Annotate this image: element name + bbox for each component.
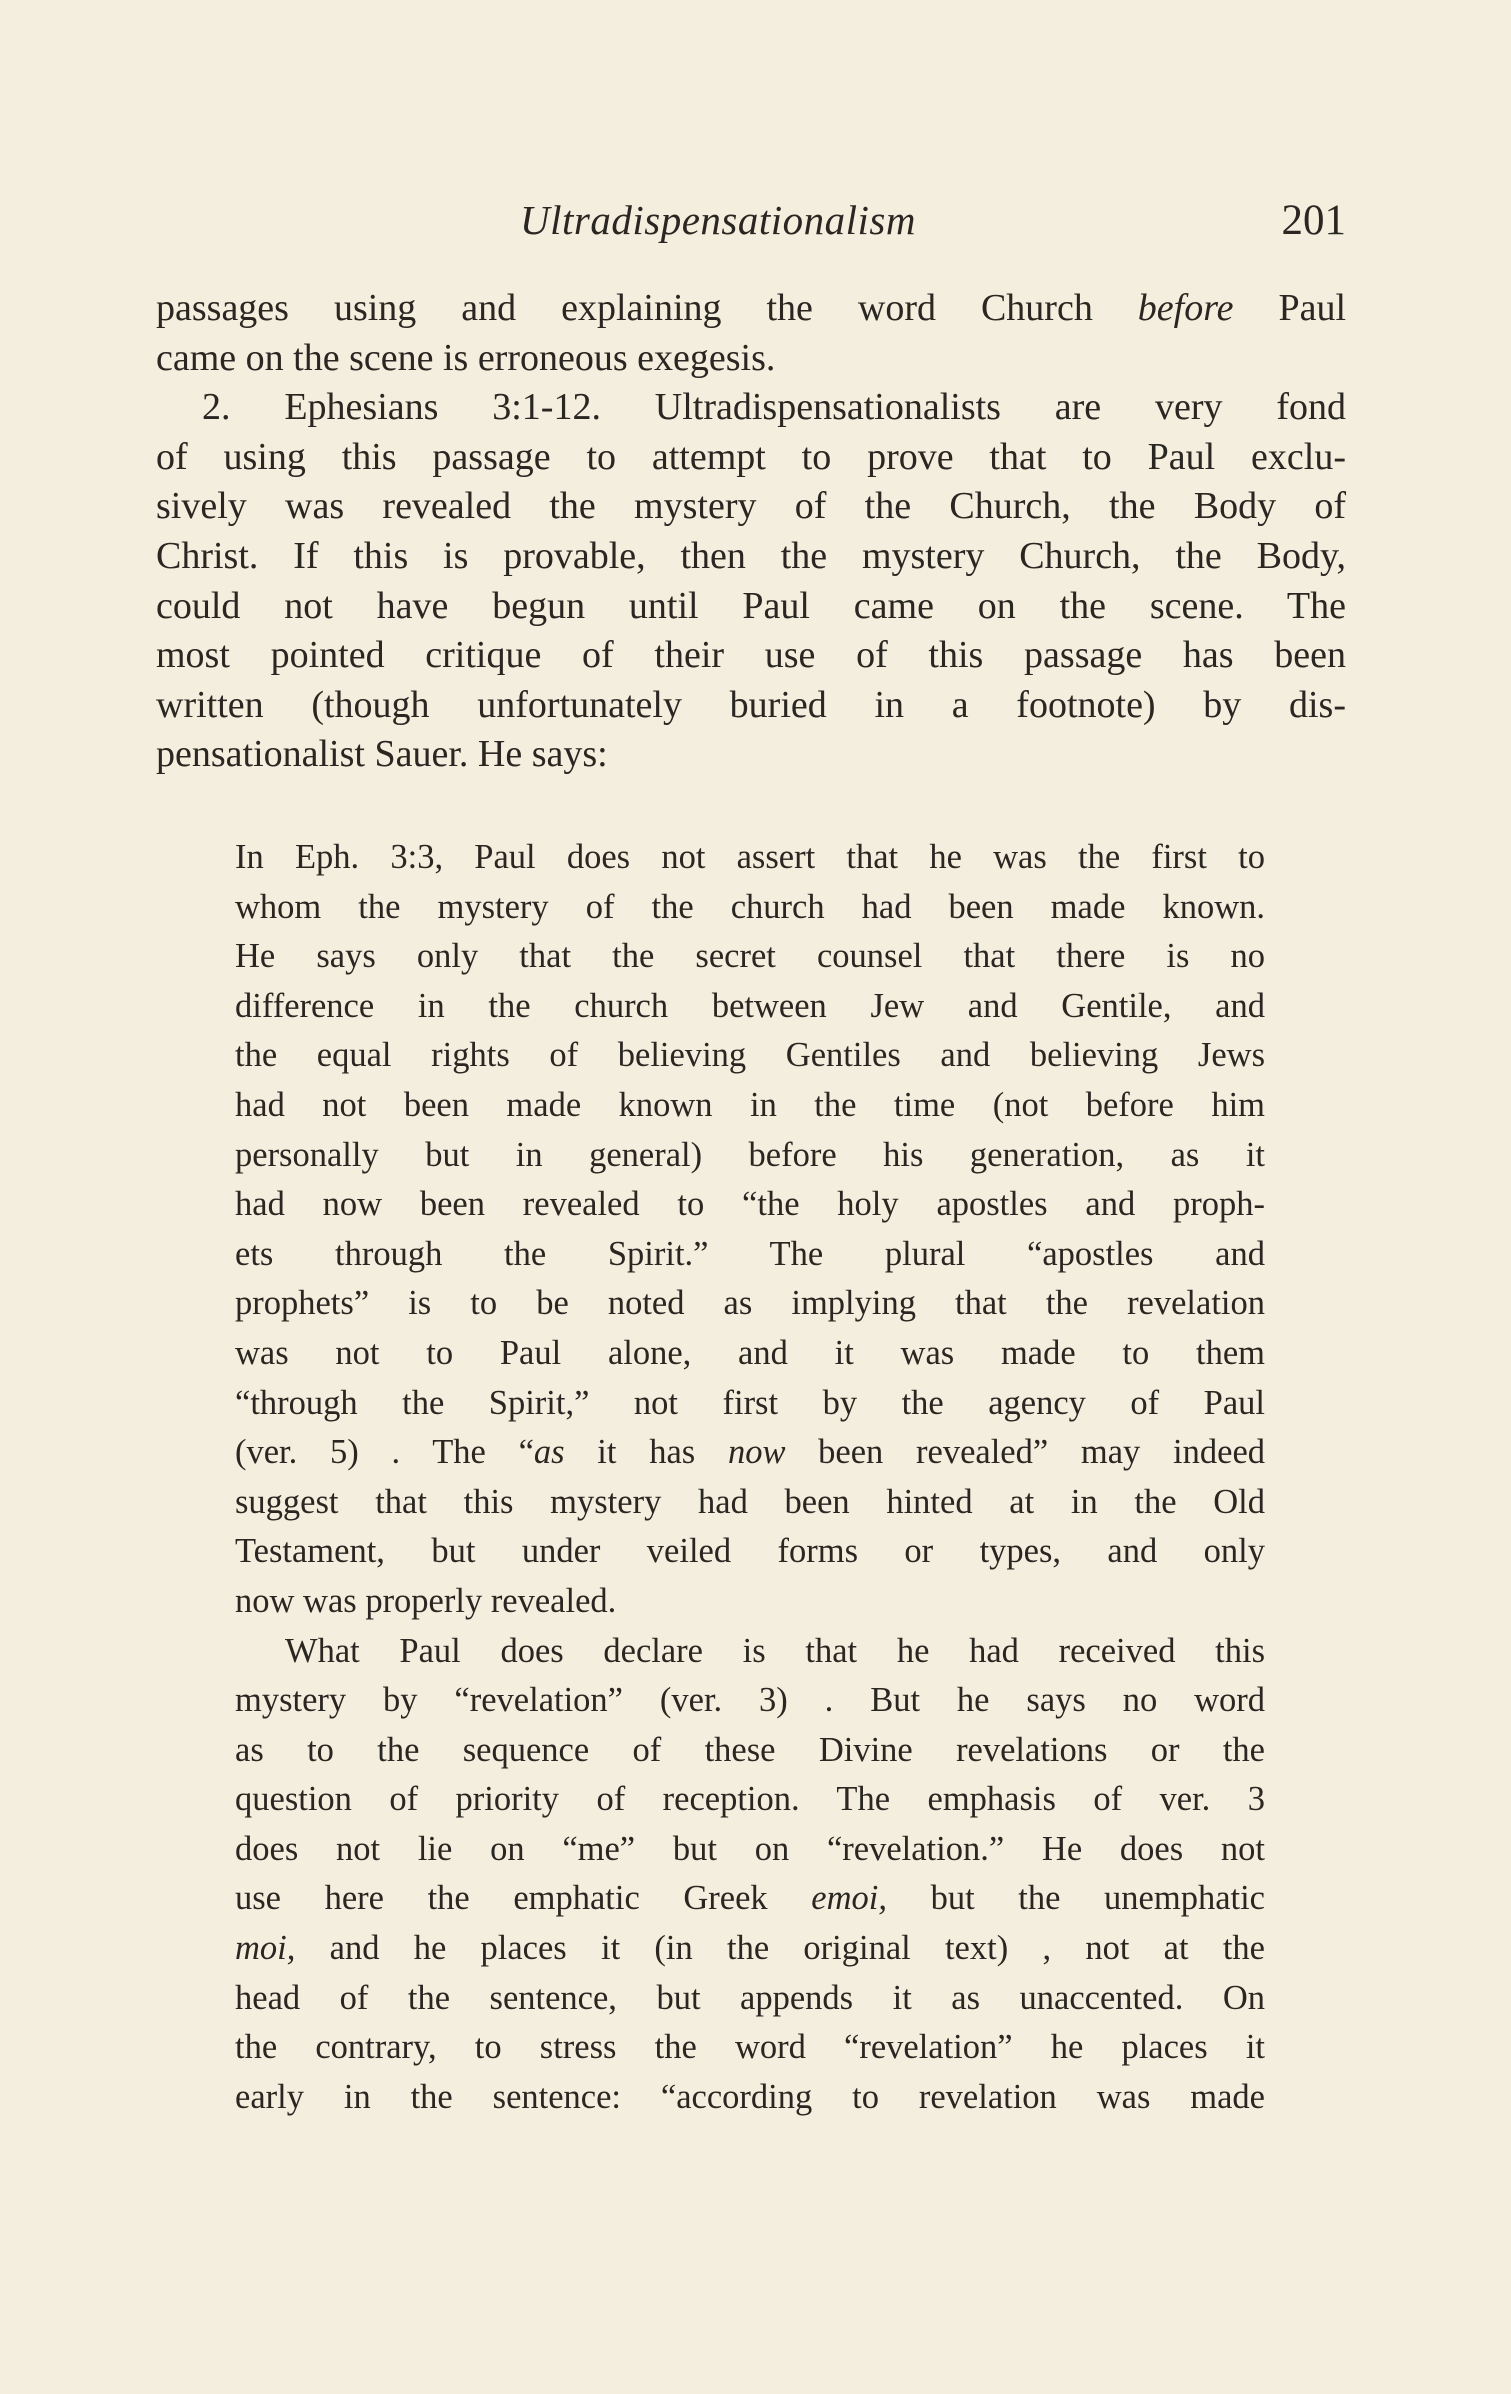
quote-line: use here the emphatic Greek emoi, but the unemphatic xyxy=(235,1879,1265,1918)
quote-line: head of the sentence, but appends it as unaccented. On xyxy=(235,1978,1265,2017)
text-line: of using this passage to attempt to prove that to Paul exclu- xyxy=(156,435,1346,478)
quote-line: was not to Paul alone, and it was made to them xyxy=(235,1333,1265,1372)
quote-line: personally but in general) before his generation, as it xyxy=(235,1135,1265,1174)
quote-line: early in the sentence: “according to revelation was made xyxy=(235,2077,1265,2116)
quote-line: had not been made known in the time (not before him xyxy=(235,1085,1265,1124)
paragraph-continuation xyxy=(156,284,1346,383)
text-line: came on the scene is erroneous exegesis. xyxy=(156,336,776,379)
text-line: most pointed critique of their use of this passage has been xyxy=(156,634,1346,677)
quote-line: Testament, but under veiled forms or types, and only xyxy=(235,1532,1265,1571)
quote-line: moi, and he places it (in the original text) , not at the xyxy=(235,1929,1265,1968)
quote-line: whom the mystery of the church had been made known. xyxy=(235,887,1265,926)
emphasis: now xyxy=(727,1433,786,1472)
quote-line: as to the sequence of these Divine revelations or the xyxy=(235,1730,1265,1769)
main-text xyxy=(156,284,1346,780)
text-line: pensationalist Sauer. He says: xyxy=(156,733,608,776)
text-line: passages using and explaining the word Church before Paul xyxy=(156,287,1347,329)
quote-line: question of priority of reception. The emphasis of ver. 3 xyxy=(235,1780,1265,1819)
quote-line: What Paul does declare is that he had received this xyxy=(285,1631,1265,1670)
quote-line: prophets” is to be noted as implying that the revelation xyxy=(235,1284,1265,1323)
quote-line: mystery by “revelation” (ver. 3) . But he says no word xyxy=(235,1681,1265,1720)
quote-line: difference in the church between Jew and Gentile, and xyxy=(235,986,1265,1025)
emphasis-greek: emoi, xyxy=(811,1879,887,1918)
quote-line: suggest that this mystery had been hinted at in the Old xyxy=(235,1482,1265,1521)
quote-line: the equal rights of believing Gentiles and believing Jews xyxy=(235,1036,1265,1075)
quote-line: had now been revealed to “the holy apostles and proph- xyxy=(235,1185,1265,1224)
text-line: could not have begun until Paul came on the scene. The xyxy=(156,584,1346,627)
emphasis: as xyxy=(533,1433,565,1472)
quote-line: (ver. 5) . The “as it has now been revealed” may indeed xyxy=(235,1433,1266,1472)
text-line: Christ. If this is provable, then the mystery Church, the Body, xyxy=(156,534,1346,577)
page-header xyxy=(156,196,1346,266)
text-line: sively was revealed the mystery of the Church, the Body of xyxy=(156,485,1346,528)
paragraph-ephesians xyxy=(156,383,1346,780)
quote-line: now was properly revealed. xyxy=(235,1581,617,1620)
text-line: 2. Ephesians 3:1-12. Ultradispensationalists are very fond xyxy=(202,386,1346,429)
quote-line: does not lie on “me” but on “revelation.” He does not xyxy=(235,1829,1265,1868)
quote-line: the contrary, to stress the word “revelation” he places it xyxy=(235,2028,1265,2067)
quote-paragraph-1 xyxy=(235,833,1265,1627)
running-head: Ultradispensationalism xyxy=(520,197,916,243)
quote-line: “through the Spirit,” not first by the agency of Paul xyxy=(235,1383,1265,1422)
block-quote xyxy=(235,833,1265,2122)
emphasis: before xyxy=(1137,287,1234,329)
quote-line: In Eph. 3:3, Paul does not assert that he was the first to xyxy=(235,838,1265,876)
quote-paragraph-2 xyxy=(235,1627,1265,2123)
quote-line: He says only that the secret counsel that there is no xyxy=(235,937,1265,976)
emphasis-greek: moi, xyxy=(235,1929,296,1968)
text-line: written (though unfortunately buried in a footnote) by dis- xyxy=(156,683,1346,726)
page-number: 201 xyxy=(1281,197,1346,244)
quote-line: ets through the Spirit.” The plural “apostles and xyxy=(235,1234,1265,1273)
